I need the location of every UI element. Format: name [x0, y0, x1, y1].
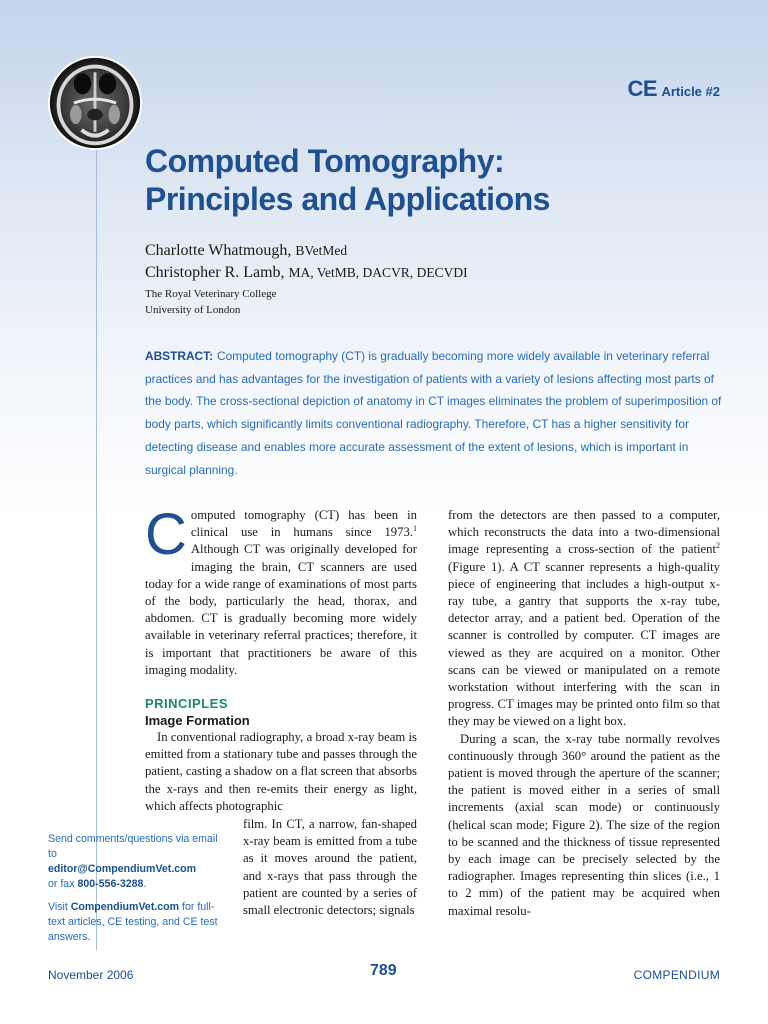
title-line-1: Computed Tomography:	[145, 143, 505, 179]
author-2	[145, 262, 468, 284]
body-column-1	[145, 502, 417, 815]
contact-sidebar	[48, 832, 228, 953]
fax-number: 800-556-3288	[77, 878, 144, 890]
author-credentials: MA, VetMB, DACVR, DECVDI	[288, 265, 468, 280]
image-formation-paragraph: In conventional radiography, a broad x-ray beam is emitted from a stationary tube and passes through the patient, casting a shadow on a flat screen that absorbs the x-rays and then re-emits their energy as light, which affects photographic	[145, 730, 417, 813]
body-column-2	[448, 507, 720, 920]
abstract-text: Computed tomography (CT) is gradually becoming more widely available in veterinary referral practices and has advantages for the investigation of patients with a variety of lesions affecting most parts of the body. The cross-sectional depiction of anatomy in CT images eliminates the problem of superimposition of body parts, which significantly limits conventional radiography. Therefore, CT has a higher sensitivity for detecting disease and enables more accurate assessment of the extent of lesions, which is important in surgical planning.	[145, 349, 722, 477]
detector-paragraph	[448, 507, 720, 731]
author-credentials: BVetMed	[295, 243, 348, 258]
affiliation-line-1: The Royal Veterinary College	[145, 288, 277, 300]
detector-text: from the detectors are then passed to a computer, which reconstructs the data into a two-dimensional image representing a cross-section of the patient	[448, 508, 720, 557]
affiliation-line-2: University of London	[145, 303, 241, 316]
fax-prefix: or fax	[48, 878, 78, 890]
intro-text-cont: Although CT was originally developed for imaging the brain, CT scanners are used today for a wide range of examinations of most parts of the body, particularly the head, thorax, and abdomen. CT is gradually becoming more widely available in veterinary referral practices; therefore, it is important that practitioners be aware of this imaging modality.	[145, 542, 417, 677]
article-title	[145, 142, 550, 218]
image-formation-paragraph-cont: film. In CT, a narrow, fan-shaped x-ray beam is emitted from a tube as it moves around the patient, and x-rays that pass through the patient are counted by a series of small electronic detectors; signals	[243, 817, 417, 918]
abstract	[145, 345, 725, 481]
ct-scan-logo-icon	[47, 55, 143, 151]
website-link[interactable]: CompendiumVet.com	[70, 901, 180, 913]
title-line-2: Principles and Applications	[145, 181, 550, 217]
fax-suffix: .	[143, 878, 147, 890]
contact-prompt: Send comments/questions via email to	[48, 833, 218, 860]
issue-date: November 2006	[48, 968, 134, 982]
contact-info	[48, 832, 228, 892]
ce-label: CE	[627, 76, 657, 101]
website-info	[48, 900, 228, 945]
intro-paragraph	[145, 502, 417, 679]
intro-text: omputed tomography (CT) has been in clinical use in humans since 1973.	[190, 508, 417, 540]
detector-text-cont: (Figure 1). A CT scanner represents a high-quality piece of engineering that includes a high-output x-ray tube, a gantry that supports the x-ray tube, detector array, and a patient bed. Operation of the scanner is controlled by computer. CT images are viewed as they are acquired on a monitor. Other scans can be viewed or manipulated on a remote workstation without interfering with the scan in progress. CT images may be printed onto film so that they may be viewed on a light box.	[448, 559, 720, 729]
reference-marker: 2	[716, 541, 720, 551]
ce-article-tag	[627, 76, 720, 102]
author-name: Christopher R. Lamb,	[145, 264, 285, 281]
scan-paragraph: During a scan, the x-ray tube normally revolves continuously through 360° around the patient as the patient is moved through the aperture of the scanner; the patient is moved either in a series of small increments (axial scan mode) or continuously (helical scan mode; Figure 2). The size of the region to be scanned and the thickness of tissue represented by each image can be precisely selected by the radiographer. Images representing thin slices (i.e., 1 to 2 mm) of the patient may be acquired when maximal resolu-	[448, 731, 720, 918]
section-heading: PRINCIPLES	[145, 696, 229, 712]
article-number: Article #2	[661, 84, 720, 99]
reference-marker: 1	[413, 523, 417, 533]
affiliation	[145, 287, 276, 318]
margin-rule	[96, 150, 97, 950]
contact-email-link[interactable]: editor@CompendiumVet.com	[48, 863, 197, 875]
author-list	[145, 240, 468, 284]
author-name: Charlotte Whatmough,	[145, 242, 292, 259]
visit-suffix: for full-text articles, CE testing, and CE test answers.	[48, 901, 218, 943]
author-1	[145, 240, 468, 262]
abstract-label: ABSTRACT:	[145, 349, 214, 363]
drop-cap: C	[145, 502, 187, 567]
visit-prefix: Visit	[48, 901, 71, 913]
subsection-heading: Image Formation	[145, 713, 250, 729]
page-number: 789	[370, 962, 397, 979]
journal-name: COMPENDIUM	[633, 968, 720, 982]
